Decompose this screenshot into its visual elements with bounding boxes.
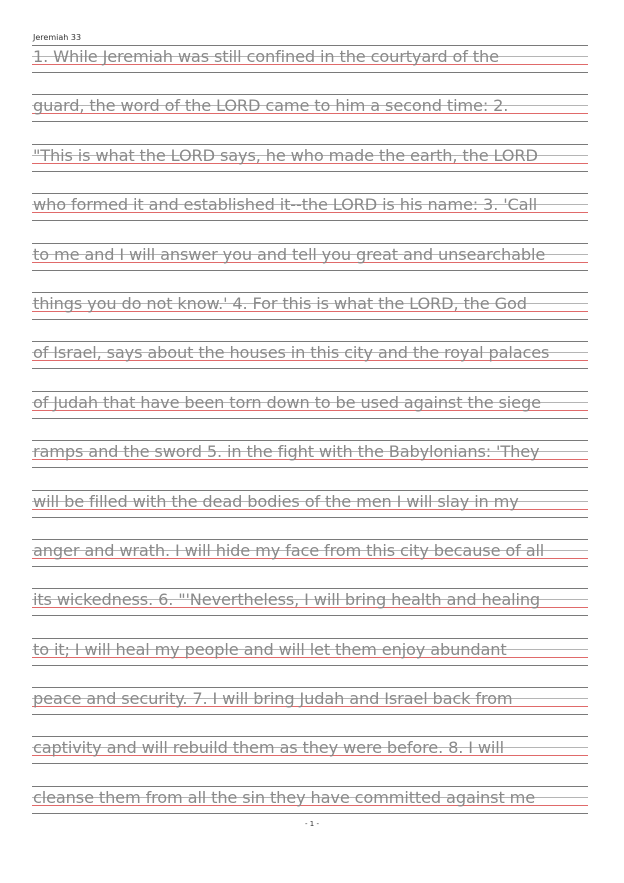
tracing-text-line: cleanse them from all the sin they have committed against me: [33, 787, 536, 807]
practice-row: [32, 438, 588, 487]
guide-line-bot: [32, 220, 588, 221]
page-number: - 1 -: [305, 820, 319, 828]
practice-row: [32, 241, 588, 290]
practice-row: [32, 92, 588, 141]
guide-line-bot: [32, 171, 588, 172]
guide-line-bot: [32, 418, 588, 419]
tracing-text-line: anger and wrath. I will hide my face from this city because of all: [33, 540, 545, 560]
practice-row: [32, 43, 588, 92]
guide-line-bot: [32, 566, 588, 567]
practice-row: [32, 586, 588, 635]
practice-row: [32, 389, 588, 438]
guide-line-bot: [32, 270, 588, 271]
tracing-text-line: to me and I will answer you and tell you great and unsearchable: [33, 244, 546, 264]
guide-line-bot: [32, 467, 588, 468]
practice-row: [32, 290, 588, 339]
tracing-text-line: "This is what the LORD says, he who made the earth, the LORD: [33, 145, 538, 165]
tracing-text-line: peace and security. 7. I will bring Judah and Israel back from: [33, 689, 513, 709]
tracing-text-line: will be filled with the dead bodies of the men I will slay in my: [33, 491, 519, 511]
practice-row: [32, 488, 588, 537]
practice-row: [32, 734, 588, 783]
guide-line-bot: [32, 517, 588, 518]
guide-line-bot: [32, 615, 588, 616]
guide-line-bot: [32, 665, 588, 666]
practice-row: [32, 685, 588, 734]
guide-line-bot: [32, 319, 588, 320]
practice-row: [32, 142, 588, 191]
tracing-text-line: 1. While Jeremiah was still confined in the courtyard of the: [33, 47, 499, 66]
guide-line-bot: [32, 121, 588, 122]
practice-row: [32, 537, 588, 586]
practice-row: [32, 339, 588, 388]
guide-line-bot: [32, 368, 588, 369]
guide-line-bot: [32, 813, 588, 814]
tracing-text-line: captivity and will rebuild them as they were before. 8. I will: [33, 738, 504, 758]
tracing-text-line: of Judah that have been torn down to be used against the siege: [33, 392, 541, 412]
page-header-chapter: Jeremiah 33: [33, 33, 82, 42]
tracing-text-line: things you do not know.' 4. For this is what the LORD, the God: [33, 293, 527, 313]
tracing-text-line: its wickedness. 6. "'Nevertheless, I will bring health and healing: [33, 590, 541, 610]
guide-line-bot: [32, 714, 588, 715]
tracing-text-line: of Israel, says about the houses in this city and the royal palaces: [33, 343, 550, 363]
guide-line-bot: [32, 763, 588, 764]
tracing-text-line: ramps and the sword 5. in the fight with the Babylonians: 'They: [33, 442, 540, 462]
handwriting-practice-rows: [32, 43, 588, 833]
tracing-text-line: to it; I will heal my people and will let them enjoy abundant: [33, 639, 507, 659]
tracing-text-line: guard, the word of the LORD came to him a second time: 2.: [33, 96, 509, 116]
guide-line-bot: [32, 72, 588, 73]
practice-row: [32, 636, 588, 685]
practice-row: [32, 191, 588, 240]
tracing-text-line: who formed it and established it--the LORD is his name: 3. 'Call: [33, 195, 538, 215]
